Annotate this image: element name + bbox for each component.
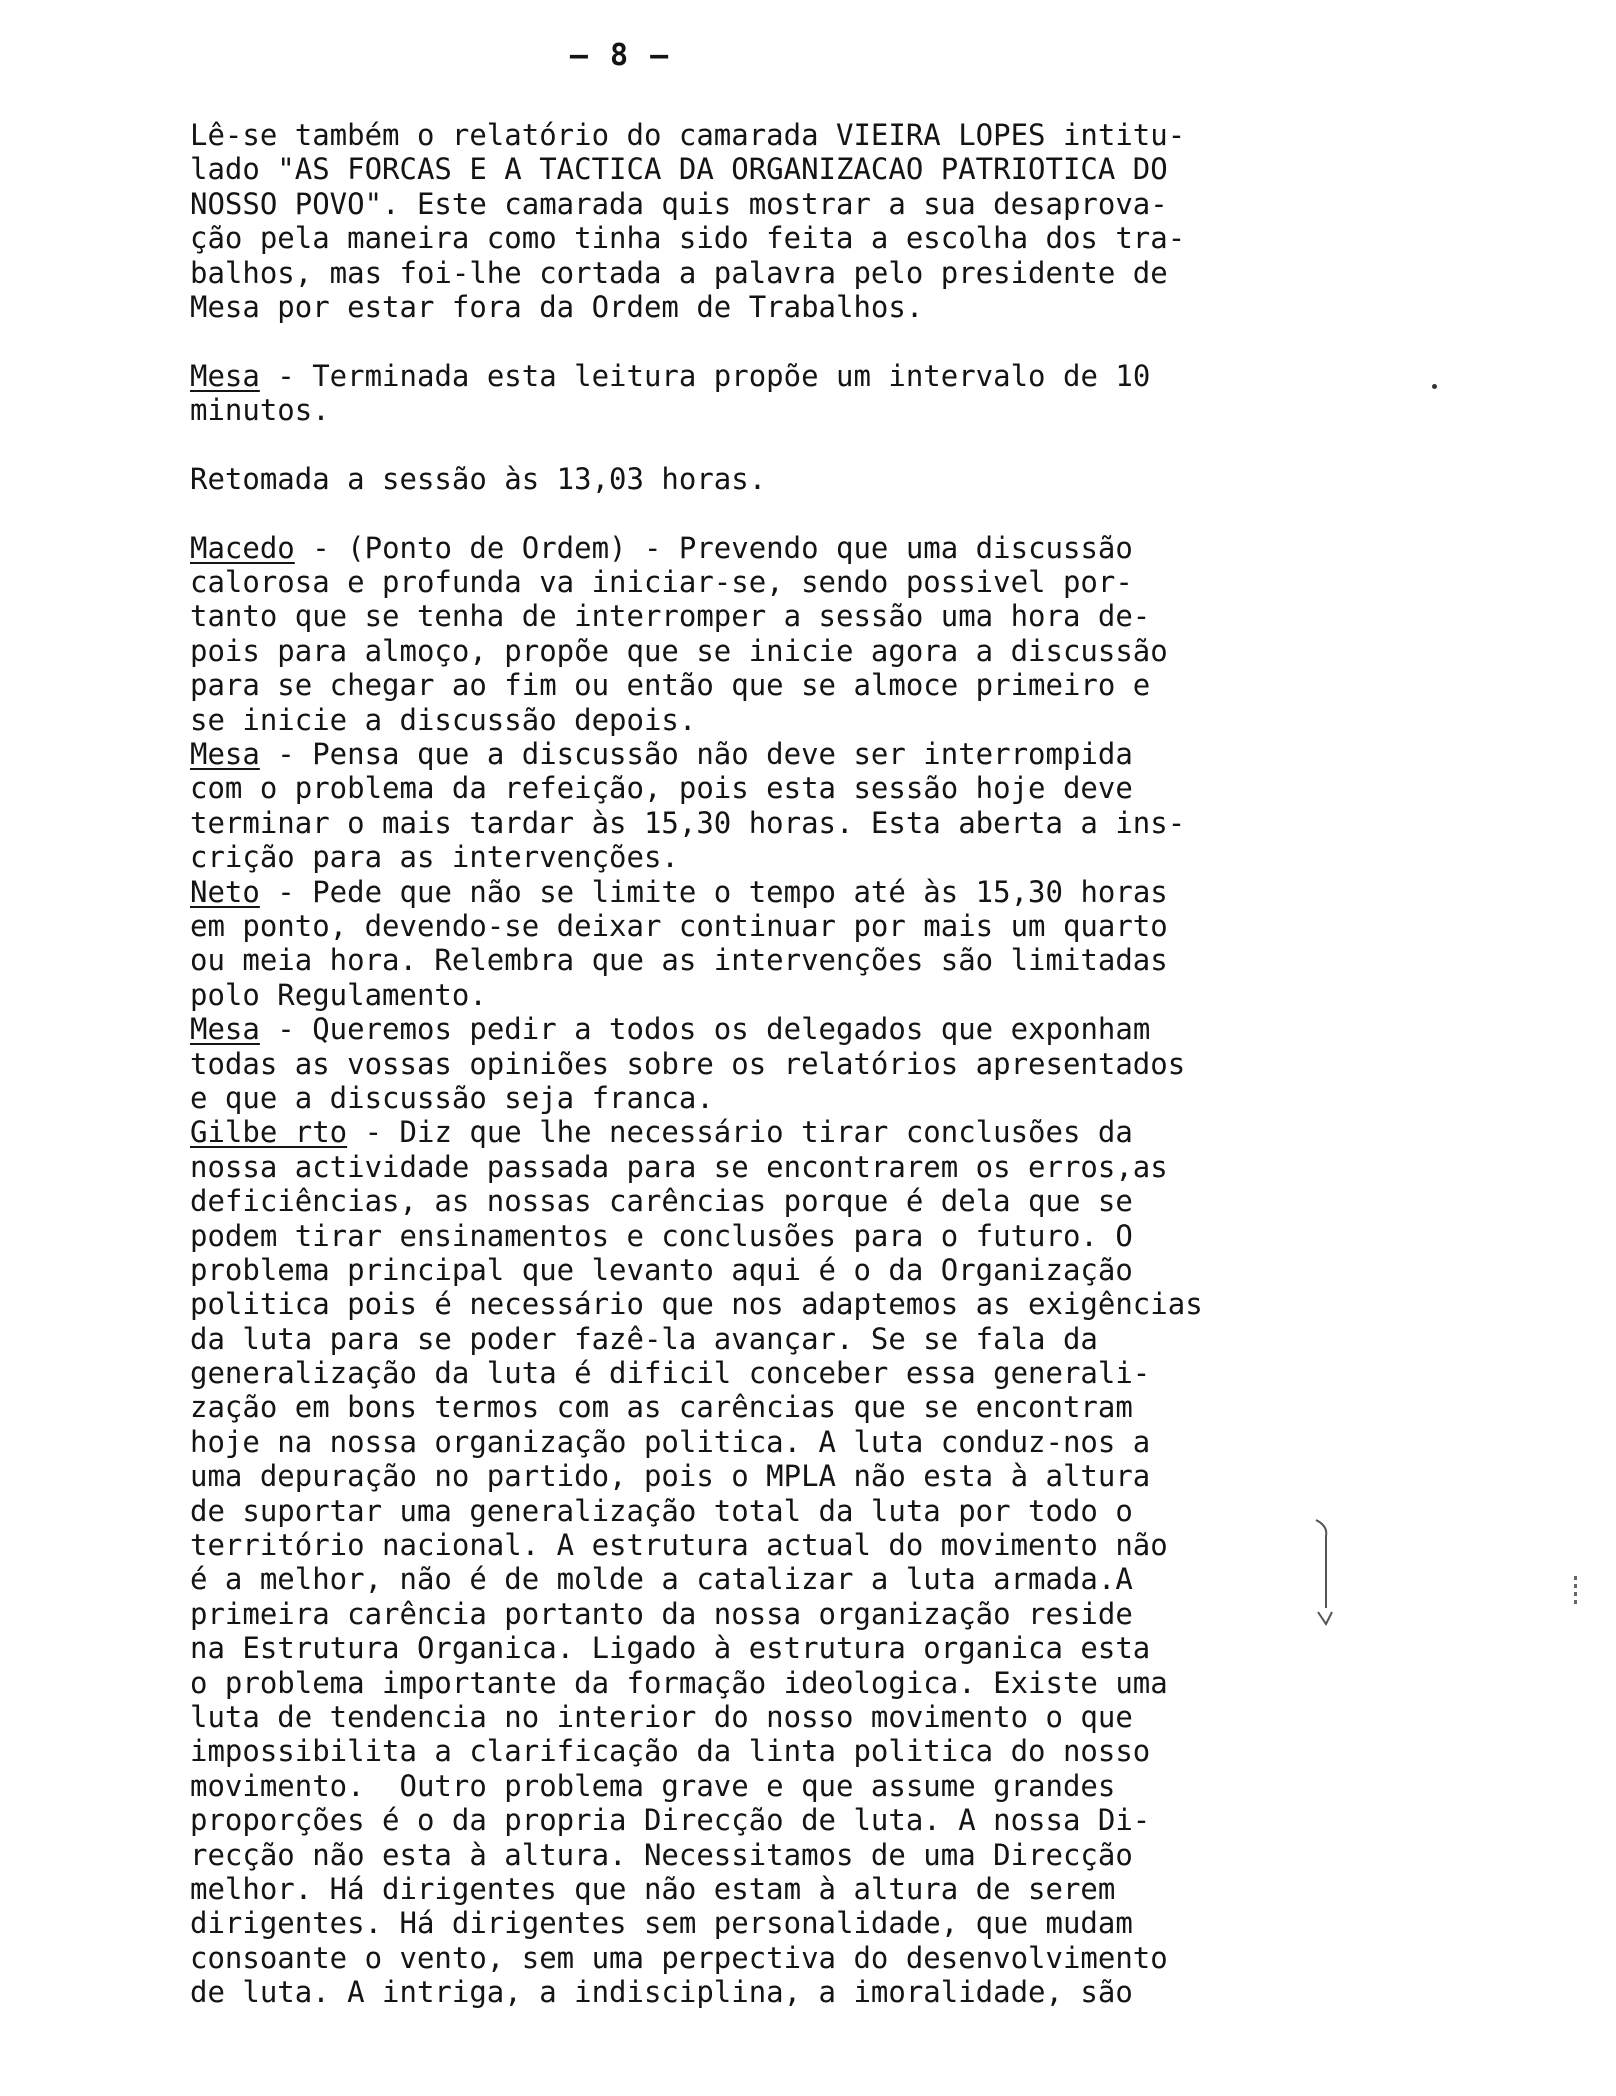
line-text: - Pensa que a discussão não deve ser interrompida: [259, 737, 1133, 772]
text-line: [190, 1425, 1380, 1459]
line-text: proporções é o da propria Direcção de luta. A nossa Di-: [190, 1803, 1151, 1838]
text-line: [190, 1047, 1380, 1081]
paragraph: [190, 118, 1380, 324]
text-line: [190, 1494, 1380, 1528]
speaker-name: Mesa: [190, 358, 260, 393]
text-line: [190, 668, 1380, 702]
speaker-name: Gilbe rto: [190, 1115, 348, 1150]
text-line: [190, 1253, 1380, 1287]
line-text: pois para almoço, propõe que se inicie agora a discussão: [190, 633, 1168, 668]
paragraph: [190, 1115, 1380, 2009]
text-line: [190, 1356, 1380, 1390]
line-text: ção pela maneira como tinha sido feita a escolha dos tra-: [190, 221, 1186, 256]
line-text: consoante o vento, sem uma perpectiva do desenvolvimento: [190, 1940, 1168, 1975]
line-text: terminar o mais tardar às 15,30 horas. Esta aberta a ins-: [190, 805, 1186, 840]
text-line: [190, 1941, 1380, 1975]
text-line: [190, 943, 1380, 977]
text-line: [190, 1906, 1380, 1940]
text-line: [190, 1115, 1380, 1149]
line-text: com o problema da refeição, pois esta sessão hoje deve: [190, 771, 1133, 806]
line-text: recção não esta à altura. Necessitamos de uma Direcção: [190, 1837, 1133, 1872]
text-line: [190, 1287, 1380, 1321]
line-text: Lê-se também o relatório do camarada VIEIRA LOPES intitu-: [190, 118, 1186, 152]
text-line: [190, 1081, 1380, 1115]
text-line: [190, 1184, 1380, 1218]
line-text: - Queremos pedir a todos os delegados que exponham: [259, 1012, 1151, 1047]
text-line: [190, 290, 1380, 324]
line-text: Retomada a sessão às 13,03 horas.: [190, 461, 767, 496]
text-line: [190, 1597, 1380, 1631]
text-line: [190, 118, 1380, 152]
line-text: o problema importante da formação ideologica. Existe uma: [190, 1665, 1168, 1700]
line-text: NOSSO POVO". Este camarada quis mostrar a sua desaprova-: [190, 186, 1168, 221]
text-line: [190, 256, 1380, 290]
text-line: [190, 1631, 1380, 1665]
line-text: balhos, mas foi-lhe cortada a palavra pelo presidente de: [190, 255, 1168, 290]
line-text: generalização da luta é dificil conceber essa generali-: [190, 1356, 1151, 1391]
line-text: calorosa e profunda va iniciar-se, sendo possivel por-: [190, 565, 1133, 600]
line-text: uma depuração no partido, pois o MPLA não esta à altura: [190, 1459, 1151, 1494]
text-line: [190, 1459, 1380, 1493]
text-line: [190, 806, 1380, 840]
line-text: Mesa por estar fora da Ordem de Trabalhos.: [190, 289, 924, 324]
speaker-name: Mesa: [190, 1012, 260, 1047]
text-line: [190, 1322, 1380, 1356]
text-line: [190, 1769, 1380, 1803]
text-line: [190, 1700, 1380, 1734]
line-text: polo Regulamento.: [190, 977, 487, 1012]
speaker-name: Mesa: [190, 737, 260, 772]
text-line: [190, 1803, 1380, 1837]
line-text: da luta para se poder fazê-la avançar. Se se fala da: [190, 1321, 1098, 1356]
text-line: [190, 771, 1380, 805]
line-text: minutos.: [190, 393, 330, 428]
paragraph-gap: [190, 324, 1380, 358]
text-line: [190, 359, 1380, 393]
line-text: deficiências, as nossas carências porque é dela que se: [190, 1184, 1133, 1219]
text-line: [190, 393, 1380, 427]
line-text: para se chegar ao fim ou então que se almoce primeiro e: [190, 668, 1151, 703]
line-text: ou meia hora. Relembra que as intervenções são limitadas: [190, 943, 1168, 978]
text-line: [190, 1872, 1380, 1906]
line-text: problema principal que levanto aqui é o da Organização: [190, 1252, 1133, 1287]
text-line: [190, 634, 1380, 668]
line-text: na Estrutura Organica. Ligado à estrutura organica esta: [190, 1631, 1151, 1666]
text-line: [190, 737, 1380, 771]
line-text: nossa actividade passada para se encontrarem os erros,as: [190, 1149, 1168, 1184]
text-line: [190, 531, 1380, 565]
line-text: território nacional. A estrutura actual do movimento não: [190, 1528, 1168, 1563]
paragraph: [190, 737, 1380, 875]
text-line: [190, 462, 1380, 496]
text-line: [190, 1390, 1380, 1424]
line-text: em ponto, devendo-se deixar continuar por mais um quarto: [190, 908, 1168, 943]
text-line: [190, 1734, 1380, 1768]
text-line: [190, 1219, 1380, 1253]
line-text: - (Ponto de Ordem) - Prevendo que uma discussão: [294, 530, 1133, 565]
line-text: politica pois é necessário que nos adaptemos as exigências: [190, 1287, 1203, 1322]
text-line: [190, 565, 1380, 599]
text-line: [190, 1012, 1380, 1046]
text-line: [190, 909, 1380, 943]
text-line: [190, 1562, 1380, 1596]
stray-ink-dot: [1432, 384, 1437, 389]
speaker-name: Neto: [190, 874, 260, 909]
text-line: [190, 875, 1380, 909]
line-text: primeira carência portanto da nossa organização reside: [190, 1596, 1133, 1631]
page-number: – 8 –: [569, 38, 671, 73]
line-text: lado "AS FORCAS E A TACTICA DA ORGANIZACAO PATRIOTICA DO: [190, 152, 1168, 187]
line-text: de luta. A intriga, a indisciplina, a imoralidade, são: [190, 1975, 1133, 2010]
text-line: [190, 1975, 1380, 2009]
paragraph: [190, 359, 1380, 428]
text-line: [190, 978, 1380, 1012]
line-text: e que a discussão seja franca.: [190, 1080, 714, 1115]
line-text: todas as vossas opiniões sobre os relatórios apresentados: [190, 1046, 1186, 1081]
paragraph-gap: [190, 496, 1380, 530]
paragraph-gap: [190, 428, 1380, 462]
text-line: [190, 703, 1380, 737]
line-text: - Terminada esta leitura propõe um intervalo de 10: [259, 358, 1151, 393]
line-text: movimento. Outro problema grave e que assume grandes: [190, 1768, 1116, 1803]
line-text: zação em bons termos com as carências que se encontram: [190, 1390, 1133, 1425]
stray-ink-mark: [1574, 1576, 1577, 1604]
line-text: dirigentes. Há dirigentes sem personalidade, que mudam: [190, 1906, 1133, 1941]
text-line: [190, 187, 1380, 221]
text-line: [190, 1666, 1380, 1700]
text-line: [190, 840, 1380, 874]
paragraph: [190, 462, 1380, 496]
line-text: impossibilita a clarificação da linta politica do nosso: [190, 1734, 1151, 1769]
line-text: podem tirar ensinamentos e conclusões para o futuro. O: [190, 1218, 1133, 1253]
line-text: crição para as intervenções.: [190, 840, 679, 875]
text-line: [190, 1838, 1380, 1872]
line-text: melhor. Há dirigentes que não estam à altura de serem: [190, 1871, 1116, 1906]
line-text: hoje na nossa organização politica. A luta conduz-nos a: [190, 1424, 1151, 1459]
text-line: [190, 221, 1380, 255]
text-line: [190, 1528, 1380, 1562]
paragraph: [190, 875, 1380, 1013]
text-line: [190, 599, 1380, 633]
line-text: se inicie a discussão depois.: [190, 702, 697, 737]
speaker-name: Macedo: [190, 530, 295, 565]
paragraph: [190, 1012, 1380, 1115]
paragraph: [190, 531, 1380, 737]
line-text: - Diz que lhe necessário tirar conclusões da: [347, 1115, 1133, 1150]
text-line: [190, 1150, 1380, 1184]
document-body: [190, 118, 1380, 2009]
line-text: de suportar uma generalização total da luta por todo o: [190, 1493, 1133, 1528]
line-text: luta de tendencia no interior do nosso movimento o que: [190, 1699, 1133, 1734]
line-text: tanto que se tenha de interromper a sessão uma hora de-: [190, 599, 1151, 634]
line-text: é a melhor, não é de molde a catalizar a luta armada.A: [190, 1562, 1133, 1597]
line-text: - Pede que não se limite o tempo até às 15,30 horas: [259, 874, 1168, 909]
text-line: [190, 152, 1380, 186]
